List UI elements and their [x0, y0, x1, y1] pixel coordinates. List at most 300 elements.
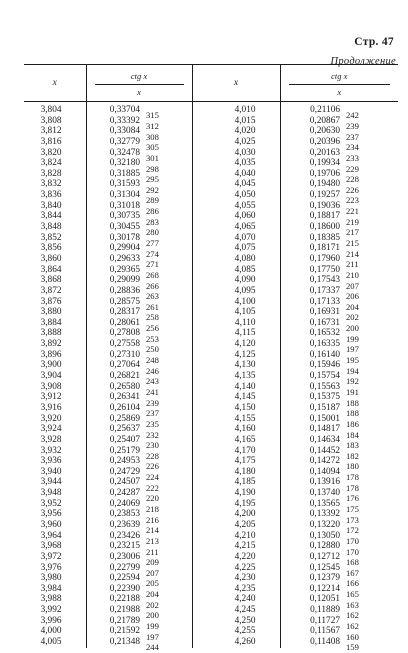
- table-cell: 0,15001: [309, 413, 340, 424]
- table-cell: 3,876: [40, 296, 62, 307]
- table-cell: 4,150: [234, 402, 256, 413]
- left-diff-column: [144, 102, 192, 653]
- table-cell: 4,240: [234, 594, 256, 605]
- header-fn-bottom: x: [137, 87, 141, 97]
- table-cell: 4,125: [234, 349, 256, 360]
- table-cell: 244: [146, 642, 159, 653]
- table-cell: 4,210: [234, 530, 256, 541]
- table-cell: 4,065: [234, 222, 256, 233]
- table-cell: 0,21348: [109, 637, 140, 648]
- table-body-row: [24, 102, 398, 648]
- table-cell: 3,836: [40, 190, 62, 201]
- table-cell: 180: [346, 461, 359, 472]
- table-cell: 289: [146, 195, 159, 206]
- table-cell: 167: [346, 567, 359, 578]
- table-cell: 0,28317: [109, 307, 140, 318]
- left-value-column: [86, 102, 144, 648]
- table-cell: 3,908: [40, 381, 62, 392]
- table-cell: 246: [146, 365, 159, 376]
- header-fn-top: ctg x: [331, 71, 348, 81]
- table-cell: 162: [346, 621, 359, 632]
- table-cell: 199: [146, 621, 159, 632]
- table-cell: 4,105: [234, 307, 256, 318]
- table-cell: 4,045: [234, 179, 256, 190]
- table-cell: 0,21592: [109, 626, 140, 637]
- table-cell: 168: [346, 557, 359, 568]
- table-cell: 4,185: [234, 477, 256, 488]
- table-cell: 4,175: [234, 456, 256, 467]
- table-cell: 0,26104: [109, 402, 140, 413]
- header-fn-bottom: x: [337, 87, 342, 97]
- table-cell: 243: [146, 376, 159, 387]
- table-cell: 0,12545: [309, 562, 340, 573]
- table-cell: 3,940: [40, 466, 62, 477]
- table-cell: 4,120: [234, 339, 256, 350]
- table-cell: 0,19036: [309, 200, 340, 211]
- table-cell: 4,050: [234, 190, 256, 201]
- table-cell: 0,30178: [109, 232, 140, 243]
- table-cell: 239: [346, 120, 359, 131]
- table-cell: 3,932: [40, 445, 62, 456]
- table-cell: 3,964: [40, 530, 62, 541]
- table-cell: 0,18171: [309, 243, 340, 254]
- table-cell: 3,920: [40, 413, 62, 424]
- table-cell: 258: [146, 312, 159, 323]
- table-cell: 4,090: [234, 275, 256, 286]
- table-cell: 0,22390: [109, 583, 140, 594]
- table-cell: 0,31885: [109, 168, 140, 179]
- table-cell: 228: [146, 450, 159, 461]
- table-cell: 224: [146, 472, 159, 483]
- table-cell: 0,19480: [309, 179, 340, 190]
- table-cell: 0,18600: [309, 222, 340, 233]
- table-cell: 0,20630: [309, 126, 340, 137]
- header-x-label: x: [52, 78, 57, 88]
- table-cell: 195: [346, 355, 359, 366]
- table-cell: 0,26341: [109, 392, 140, 403]
- table-cell: 0,13916: [309, 477, 340, 488]
- header-fraction-rule: [289, 84, 391, 85]
- table-cell: 160: [346, 631, 359, 642]
- header-fraction-rule: [95, 84, 184, 85]
- table-cell: 0,19934: [309, 158, 340, 169]
- table-cell: 0,23215: [109, 541, 140, 552]
- table-cell: 192: [346, 376, 359, 387]
- table-cell: 0,18817: [309, 211, 340, 222]
- table-cell: 178: [346, 472, 359, 483]
- table-cell: 170: [346, 535, 359, 546]
- header-x-right: [192, 65, 280, 102]
- table-cell: 4,015: [234, 115, 256, 126]
- header-fn-top: ctg x: [130, 71, 148, 81]
- table-cell: 0,13565: [309, 498, 340, 509]
- table-cell: 219: [346, 216, 359, 227]
- table-cell: 0,15563: [309, 381, 340, 392]
- table-cell: 3,972: [40, 551, 62, 562]
- table-cell: 315: [146, 110, 159, 121]
- table-cell: 4,110: [234, 317, 256, 328]
- table-cell: 0,17337: [309, 285, 340, 296]
- table-cell: 0,27310: [109, 349, 140, 360]
- table-cell: 3,968: [40, 541, 62, 552]
- table-cell: 0,23853: [109, 509, 140, 520]
- table-cell: 0,21106: [310, 105, 340, 115]
- table-cell: 0,31304: [109, 190, 140, 201]
- table-cell: 0,19706: [309, 168, 340, 179]
- table-cell: 209: [146, 557, 159, 568]
- table-cell: 233: [346, 152, 359, 163]
- table-cell: 0,28575: [109, 296, 140, 307]
- table-cell: 3,956: [40, 509, 62, 520]
- table-cell: 274: [146, 248, 159, 259]
- table-cell: 188: [346, 397, 359, 408]
- table-cell: 3,896: [40, 349, 62, 360]
- table-cell: 0,20396: [309, 136, 340, 147]
- table-cell: 0,12214: [309, 583, 340, 594]
- table-cell: 226: [346, 184, 359, 195]
- table-cell: 191: [346, 386, 359, 397]
- table-cell: 0,26821: [109, 371, 140, 382]
- table-cell: 163: [346, 599, 359, 610]
- table-cell: 0,28836: [109, 285, 140, 296]
- table-cell: 202: [346, 312, 359, 323]
- table-cell: 214: [146, 525, 159, 536]
- table-cell: 280: [146, 227, 159, 238]
- table-cell: 3,912: [40, 392, 62, 403]
- table-cell: 3,848: [40, 222, 62, 233]
- table-cell: 3,844: [40, 211, 62, 222]
- table-cell: 182: [346, 450, 359, 461]
- table-cell: 4,190: [234, 488, 256, 499]
- table-cell: 0,22594: [109, 573, 140, 584]
- table-cell: 0,17133: [309, 296, 340, 307]
- table-cell: 292: [146, 184, 159, 195]
- table-cell: 0,24069: [109, 498, 140, 509]
- table-cell: 4,255: [234, 626, 256, 637]
- table-cell: 0,11889: [310, 605, 340, 616]
- table-cell: 3,824: [40, 158, 62, 169]
- table-cell: 235: [146, 418, 159, 429]
- table-cell: 4,080: [234, 253, 256, 264]
- table-cell: 4,025: [234, 136, 256, 147]
- table-cell: 217: [346, 227, 359, 238]
- table-cell: 3,860: [40, 253, 62, 264]
- table-cell: 166: [346, 578, 359, 589]
- table-cell: 266: [146, 280, 159, 291]
- table-cell: 204: [346, 301, 359, 312]
- table-cell: 4,020: [234, 126, 256, 137]
- table-cell: 186: [346, 418, 359, 429]
- table-cell: 0,30455: [109, 222, 140, 233]
- table-cell: 165: [346, 589, 359, 600]
- table-cell: 213: [146, 535, 159, 546]
- table-cell: 239: [146, 397, 159, 408]
- table-cell: 3,904: [40, 371, 62, 382]
- table-cell: 183: [346, 440, 359, 451]
- table-cell: 3,880: [40, 307, 62, 318]
- table-cell: 3,840: [40, 200, 62, 211]
- table-cell: 0,14272: [309, 456, 340, 467]
- table-cell: 237: [346, 131, 359, 142]
- table-cell: 229: [346, 163, 359, 174]
- table-cell: 0,29633: [109, 253, 140, 264]
- table-cell: 226: [146, 461, 159, 472]
- table-cell: 207: [146, 567, 159, 578]
- table-cell: 3,828: [40, 168, 62, 179]
- table-cell: 211: [346, 259, 359, 270]
- table-cell: 3,820: [40, 147, 62, 158]
- table-cell: 3,984: [40, 583, 62, 594]
- table-cell: 0,22188: [109, 594, 140, 605]
- table-cell: 0,12051: [309, 594, 340, 605]
- table-cell: 0,12880: [309, 541, 340, 552]
- table-cell: 4,115: [234, 328, 256, 339]
- ctg-table-grid: [24, 64, 398, 653]
- table-cell: 248: [146, 355, 159, 366]
- table-cell: 0,33392: [109, 115, 140, 126]
- table-cell: 197: [346, 344, 359, 355]
- table-cell: 173: [346, 514, 359, 525]
- table-cell: 0,25407: [109, 434, 140, 445]
- table-cell: 205: [146, 578, 159, 589]
- table-cell: 0,15946: [309, 360, 340, 371]
- table-cell: 4,005: [40, 637, 62, 648]
- table-cell: 4,070: [234, 232, 256, 243]
- table-cell: 0,19257: [309, 190, 340, 201]
- table-cell: 204: [146, 589, 159, 600]
- table-cell: 261: [146, 301, 159, 312]
- table-cell: 0,16931: [309, 307, 340, 318]
- table-cell: 0,18385: [309, 232, 340, 243]
- table-cell: 3,888: [40, 328, 62, 339]
- table-cell: 3,900: [40, 360, 62, 371]
- table-cell: 4,035: [234, 158, 256, 169]
- table-cell: 199: [346, 333, 359, 344]
- table-cell: 0,23639: [109, 519, 140, 530]
- table-cell: 0,23006: [109, 551, 140, 562]
- table-cell: 3,996: [40, 615, 62, 626]
- table-cell: 242: [346, 110, 359, 121]
- table-cell: 0,13220: [309, 519, 340, 530]
- table-cell: 283: [146, 216, 159, 227]
- table-cell: 3,804: [40, 105, 62, 115]
- table-cell: 3,948: [40, 488, 62, 499]
- table-cell: 3,952: [40, 498, 62, 509]
- table-cell: 0,33704: [109, 105, 140, 115]
- table-cell: 0,11567: [310, 626, 340, 637]
- header-x-label: x: [233, 78, 239, 88]
- table-cell: 4,235: [234, 583, 256, 594]
- table-cell: 250: [146, 344, 159, 355]
- table-cell: 214: [346, 248, 359, 259]
- table-cell: 0,16140: [309, 349, 340, 360]
- table-cell: 0,29099: [109, 275, 140, 286]
- left-x-column: [24, 102, 86, 648]
- table-cell: 0,30735: [109, 211, 140, 222]
- table-cell: 4,055: [234, 200, 256, 211]
- table-cell: 4,030: [234, 147, 256, 158]
- table-cell: 295: [146, 174, 159, 185]
- table-cell: 0,17543: [309, 275, 340, 286]
- table-cell: 3,980: [40, 573, 62, 584]
- table-cell: 0,23426: [109, 530, 140, 541]
- table-cell: 0,27808: [109, 328, 140, 339]
- table-cell: 4,165: [234, 434, 256, 445]
- table-cell: 0,21988: [109, 605, 140, 616]
- table-cell: 0,31593: [109, 179, 140, 190]
- table-cell: 263: [146, 291, 159, 302]
- table-cell: 230: [146, 440, 159, 451]
- table-cell: 4,160: [234, 424, 256, 435]
- table-cell: 0,15375: [309, 392, 340, 403]
- table-cell: 4,170: [234, 445, 256, 456]
- table-cell: 0,13050: [309, 530, 340, 541]
- table-cell: 241: [146, 386, 159, 397]
- table-cell: 4,060: [234, 211, 256, 222]
- table-cell: 4,180: [234, 466, 256, 477]
- table-cell: 4,225: [234, 562, 256, 573]
- table-cell: 0,11727: [310, 615, 340, 626]
- table-cell: 202: [146, 599, 159, 610]
- table-cell: 184: [346, 429, 359, 440]
- table-cell: 0,14094: [309, 466, 340, 477]
- table-cell: 178: [346, 482, 359, 493]
- table-cell: 0,20163: [309, 147, 340, 158]
- table-cell: 4,215: [234, 541, 256, 552]
- table-cell: 0,20867: [309, 115, 340, 126]
- table-cell: 159: [346, 642, 359, 653]
- table-cell: 0,27558: [109, 339, 140, 350]
- table-cell: 221: [346, 206, 359, 217]
- right-value-column: [280, 102, 344, 648]
- table-cell: 3,992: [40, 605, 62, 616]
- table-cell: 170: [346, 546, 359, 557]
- table-cell: 188: [346, 408, 359, 419]
- table-cell: 0,24287: [109, 488, 140, 499]
- table-cell: 0,12712: [309, 551, 340, 562]
- table-cell: 197: [146, 631, 159, 642]
- table-cell: 232: [146, 429, 159, 440]
- table-cell: 0,29365: [109, 264, 140, 275]
- table-cell: 3,812: [40, 126, 62, 137]
- right-diff-column: [344, 102, 398, 653]
- table-cell: 3,960: [40, 519, 62, 530]
- table-cell: 4,155: [234, 413, 256, 424]
- table-cell: 286: [146, 206, 159, 217]
- table-cell: 0,25179: [109, 445, 140, 456]
- table-cell: 4,140: [234, 381, 256, 392]
- table-cell: 0,13392: [309, 509, 340, 520]
- table-cell: 215: [346, 237, 359, 248]
- table-cell: 3,916: [40, 402, 62, 413]
- table-cell: 253: [146, 333, 159, 344]
- table-cell: 4,145: [234, 392, 256, 403]
- table-cell: 172: [346, 525, 359, 536]
- table-cell: 0,17960: [309, 253, 340, 264]
- table-cell: 4,260: [234, 637, 256, 648]
- table-cell: 4,040: [234, 168, 256, 179]
- table-cell: 3,976: [40, 562, 62, 573]
- table-cell: 0,16335: [309, 339, 340, 350]
- table-cell: 4,205: [234, 519, 256, 530]
- table-cell: 0,14817: [309, 424, 340, 435]
- table-cell: 218: [146, 504, 159, 514]
- table-cell: 0,32779: [109, 136, 140, 147]
- table-cell: 268: [146, 269, 159, 280]
- table-cell: 0,24729: [109, 466, 140, 477]
- table-cell: 4,100: [234, 296, 256, 307]
- ctg-table: [24, 64, 398, 653]
- table-cell: 277: [146, 237, 159, 248]
- table-cell: 305: [146, 142, 159, 153]
- table-cell: 220: [146, 493, 159, 504]
- table-cell: 0,14452: [309, 445, 340, 456]
- header-fn-left: [86, 65, 192, 102]
- table-cell: 298: [146, 163, 159, 174]
- table-cell: 3,892: [40, 339, 62, 350]
- table-cell: 3,868: [40, 275, 62, 286]
- table-cell: 4,200: [234, 509, 256, 520]
- table-cell: 3,816: [40, 136, 62, 147]
- table-cell: 228: [346, 174, 359, 185]
- table-cell: 4,010: [234, 105, 256, 115]
- table-cell: 312: [146, 120, 159, 131]
- table-cell: 0,21789: [109, 615, 140, 626]
- table-cell: 271: [146, 259, 159, 270]
- table-cell: 3,856: [40, 243, 62, 254]
- table-cell: 3,872: [40, 285, 62, 296]
- table-cell: 222: [146, 482, 159, 493]
- table-cell: 3,852: [40, 232, 62, 243]
- table-cell: 0,11408: [310, 637, 340, 648]
- table-cell: 4,220: [234, 551, 256, 562]
- table-cell: 210: [346, 269, 359, 280]
- table-cell: 0,15754: [309, 371, 340, 382]
- table-cell: 0,27064: [109, 360, 140, 371]
- table-cell: 301: [146, 152, 159, 163]
- table-cell: 0,13740: [309, 488, 340, 499]
- table-cell: 0,14634: [309, 434, 340, 445]
- table-cell: 0,32180: [109, 158, 140, 169]
- table-cell: 0,12379: [309, 573, 340, 584]
- table-cell: 0,22799: [109, 562, 140, 573]
- table-cell: 4,245: [234, 605, 256, 616]
- table-cell: 0,16532: [309, 328, 340, 339]
- page-number: Стр. 47: [354, 36, 394, 48]
- table-cell: 216: [146, 514, 159, 525]
- header-x-left: [24, 65, 86, 102]
- table-cell: 162: [346, 610, 359, 621]
- right-x-column: [192, 102, 280, 648]
- table-cell: 3,808: [40, 115, 62, 126]
- table-cell: 0,25637: [109, 424, 140, 435]
- table-cell: 0,17750: [309, 264, 340, 275]
- table-cell: 0,24507: [109, 477, 140, 488]
- table-cell: 4,130: [234, 360, 256, 371]
- table-cell: 3,928: [40, 434, 62, 445]
- table-header-row: [24, 65, 398, 102]
- table-cell: 3,884: [40, 317, 62, 328]
- table-cell: 4,135: [234, 371, 256, 382]
- table-cell: 3,936: [40, 456, 62, 467]
- table-cell: 237: [146, 408, 159, 419]
- table-cell: 211: [146, 546, 159, 557]
- table-cell: 0,24953: [109, 456, 140, 467]
- table-cell: 207: [346, 280, 359, 291]
- continuation-label: Продолжение: [330, 56, 396, 67]
- table-cell: 194: [346, 365, 359, 376]
- table-cell: 3,988: [40, 594, 62, 605]
